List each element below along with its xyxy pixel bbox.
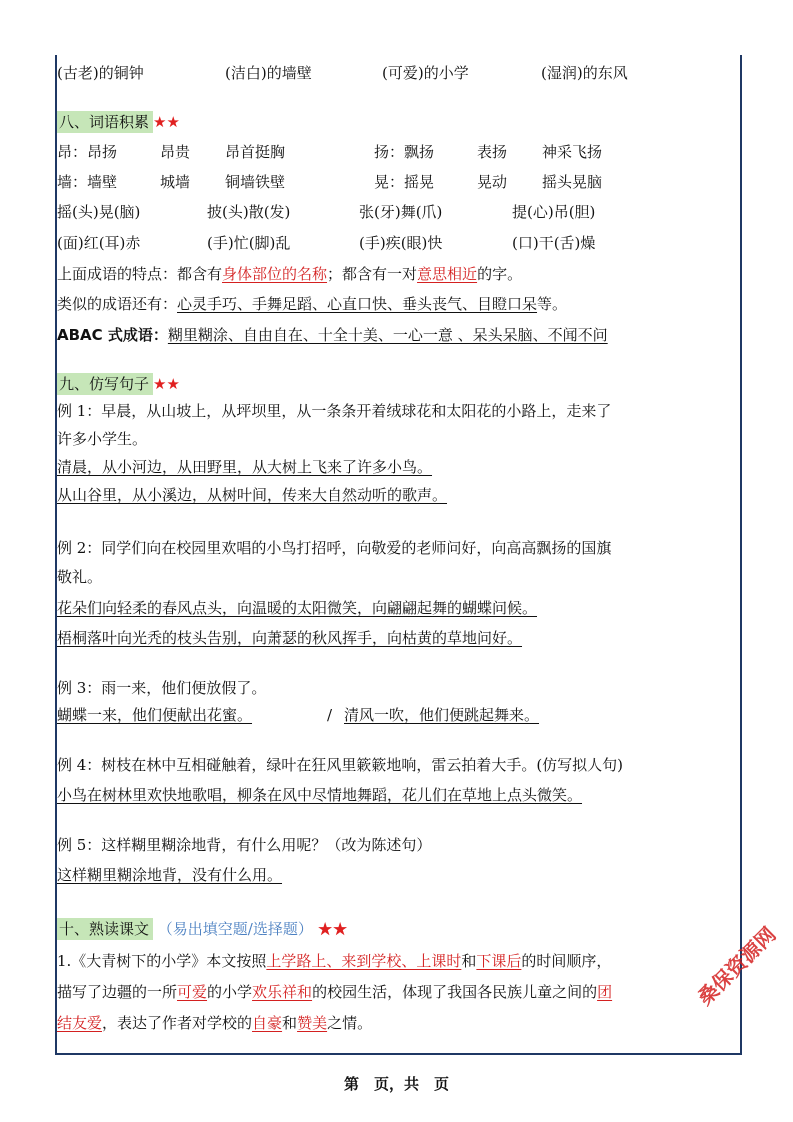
answer: 清风一吹，他们便跳起舞来。 (344, 706, 540, 724)
text: 描写了边疆的一所 (57, 983, 178, 1001)
example-text: 许多小学生。 (57, 430, 148, 448)
word: 晃：摇晃 (374, 173, 435, 191)
answer: 从山谷里，从小溪边，从树叶间，传来大自然动听的歌声。 (57, 486, 448, 504)
abac-line (57, 324, 608, 346)
answer: 花朵们向轻柔的春风点头，向温暖的太阳微笑，向翩翩起舞的蝴蝶问候。 (57, 599, 538, 617)
answer: 心灵手巧、手舞足蹈、心直口快、垂头丧气、目瞪口呆 (177, 295, 538, 313)
similar-line (57, 293, 567, 315)
idiom: 摇(头)晃(脑) (57, 203, 141, 221)
word: 扬：飘扬 (374, 143, 435, 161)
idiom: 张(牙)舞(爪) (359, 203, 443, 221)
section-title: 十、熟读课文 (57, 918, 153, 940)
word: 表扬 (477, 143, 508, 161)
page-footer: 第 页，共 页 (343, 1075, 449, 1093)
idiom: 提(心)吊(胆) (512, 203, 596, 221)
answer: 清晨，从小河边，从田野里，从大树上飞来了许多小鸟。 (57, 458, 433, 476)
text: 的小学 (207, 983, 253, 1001)
word: 摇头晃脑 (542, 173, 603, 191)
example-text: 例 2：同学们向在校园里欢唱的小鸟打招呼，向敬爱的老师问好，向高高飘扬的国旗 (57, 539, 612, 557)
idiom: 披(头)散(发) (207, 203, 291, 221)
answer: 结友爱 (57, 1014, 103, 1032)
text: 和 (461, 952, 477, 970)
stars: ★★ (153, 375, 180, 393)
text: 等。 (537, 295, 568, 313)
idiom: (手)疾(眼)快 (359, 234, 443, 252)
phrase: (可爱)的小学 (382, 64, 469, 82)
text: ；都含有一对 (327, 265, 418, 283)
answer: 可爱 (177, 983, 208, 1001)
answer-row (57, 704, 540, 726)
answer: 团 (597, 983, 613, 1001)
hint: （易出填空题/选择题） (157, 920, 313, 938)
word: 昂：昂扬 (57, 143, 118, 161)
watermark: 桑保资源网 (692, 922, 781, 1010)
answer: 身体部位的名称 (222, 265, 328, 283)
text: 之情。 (327, 1014, 373, 1032)
section-title: 八、词语积累 (57, 111, 153, 133)
answer: 下课后 (476, 952, 522, 970)
phrase: (湿润)的东风 (541, 64, 628, 82)
word: 昂贵 (160, 143, 191, 161)
text: 的字。 (477, 265, 523, 283)
label: 类似的成语还有： (57, 295, 178, 313)
phrase: (洁白)的墙壁 (225, 64, 312, 82)
section-10-heading (57, 918, 348, 940)
idiom: (手)忙(脚)乱 (207, 234, 291, 252)
word: 墙：墙壁 (57, 173, 118, 191)
answer: 糊里糊涂、自由自在、十全十美、一心一意 、呆头呆脑、不闻不问 (167, 326, 608, 344)
stars: ★★ (317, 920, 348, 938)
answer: 赞美 (297, 1014, 328, 1032)
stars: ★★ (153, 113, 180, 131)
word: 铜墙铁壁 (225, 173, 286, 191)
separator: / (327, 706, 333, 724)
feature-line (57, 263, 522, 285)
text: 上面成语的特点：都含有 (57, 265, 223, 283)
phrase: (古老)的铜钟 (57, 64, 144, 82)
answer: 小鸟在树林里欢快地歌唱，柳条在风中尽情地舞蹈，花儿们在草地上点头微笑。 (57, 786, 583, 804)
text: ，表达了作者对学校的 (102, 1014, 253, 1032)
example-text: 例 4：树枝在林中互相碰触着，绿叶在狂风里簌簌地响，雷云拍着大手。(仿写拟人句) (57, 756, 624, 774)
word: 神采飞扬 (542, 143, 603, 161)
section-9-heading (57, 373, 180, 395)
text-line (57, 1012, 372, 1034)
text: 1.《大青树下的小学》本文按照 (57, 952, 267, 970)
idiom: (面)红(耳)赤 (57, 234, 141, 252)
answer: 自豪 (252, 1014, 283, 1032)
example-text: 例 1：早晨，从山坡上，从坪坝里，从一条条开着绒球花和太阳花的小路上，走来了 (57, 402, 612, 420)
text: 和 (282, 1014, 298, 1032)
section-8-heading (57, 111, 180, 133)
answer: 这样糊里糊涂地背，没有什么用。 (57, 866, 283, 884)
answer: 上学路上、来到学校、上课时 (266, 952, 462, 970)
word: 昂首挺胸 (225, 143, 286, 161)
answer: 梧桐落叶向光秃的枝头告别，向萧瑟的秋风挥手，向枯黄的草地问好。 (57, 629, 523, 647)
word: 晃动 (477, 173, 508, 191)
example-text: 敬礼。 (57, 568, 103, 586)
text-line (57, 981, 612, 1003)
label: ABAC 式成语： (57, 326, 168, 344)
text: 的校园生活，体现了我国各民族儿童之间的 (312, 983, 598, 1001)
example-text: 例 3：雨一来，他们便放假了。 (57, 679, 267, 697)
word: 城墙 (160, 173, 191, 191)
section-title: 九、仿写句子 (57, 373, 153, 395)
answer: 欢乐祥和 (252, 983, 313, 1001)
text: 的时间顺序， (521, 952, 612, 970)
answer: 蝴蝶一来，他们便献出花蜜。 (57, 706, 253, 724)
answer: 意思相近 (417, 265, 478, 283)
example-text: 例 5：这样糊里糊涂地背，有什么用呢？（改为陈述句） (57, 836, 432, 854)
idiom: (口)干(舌)燥 (512, 234, 596, 252)
text-line (57, 950, 611, 972)
